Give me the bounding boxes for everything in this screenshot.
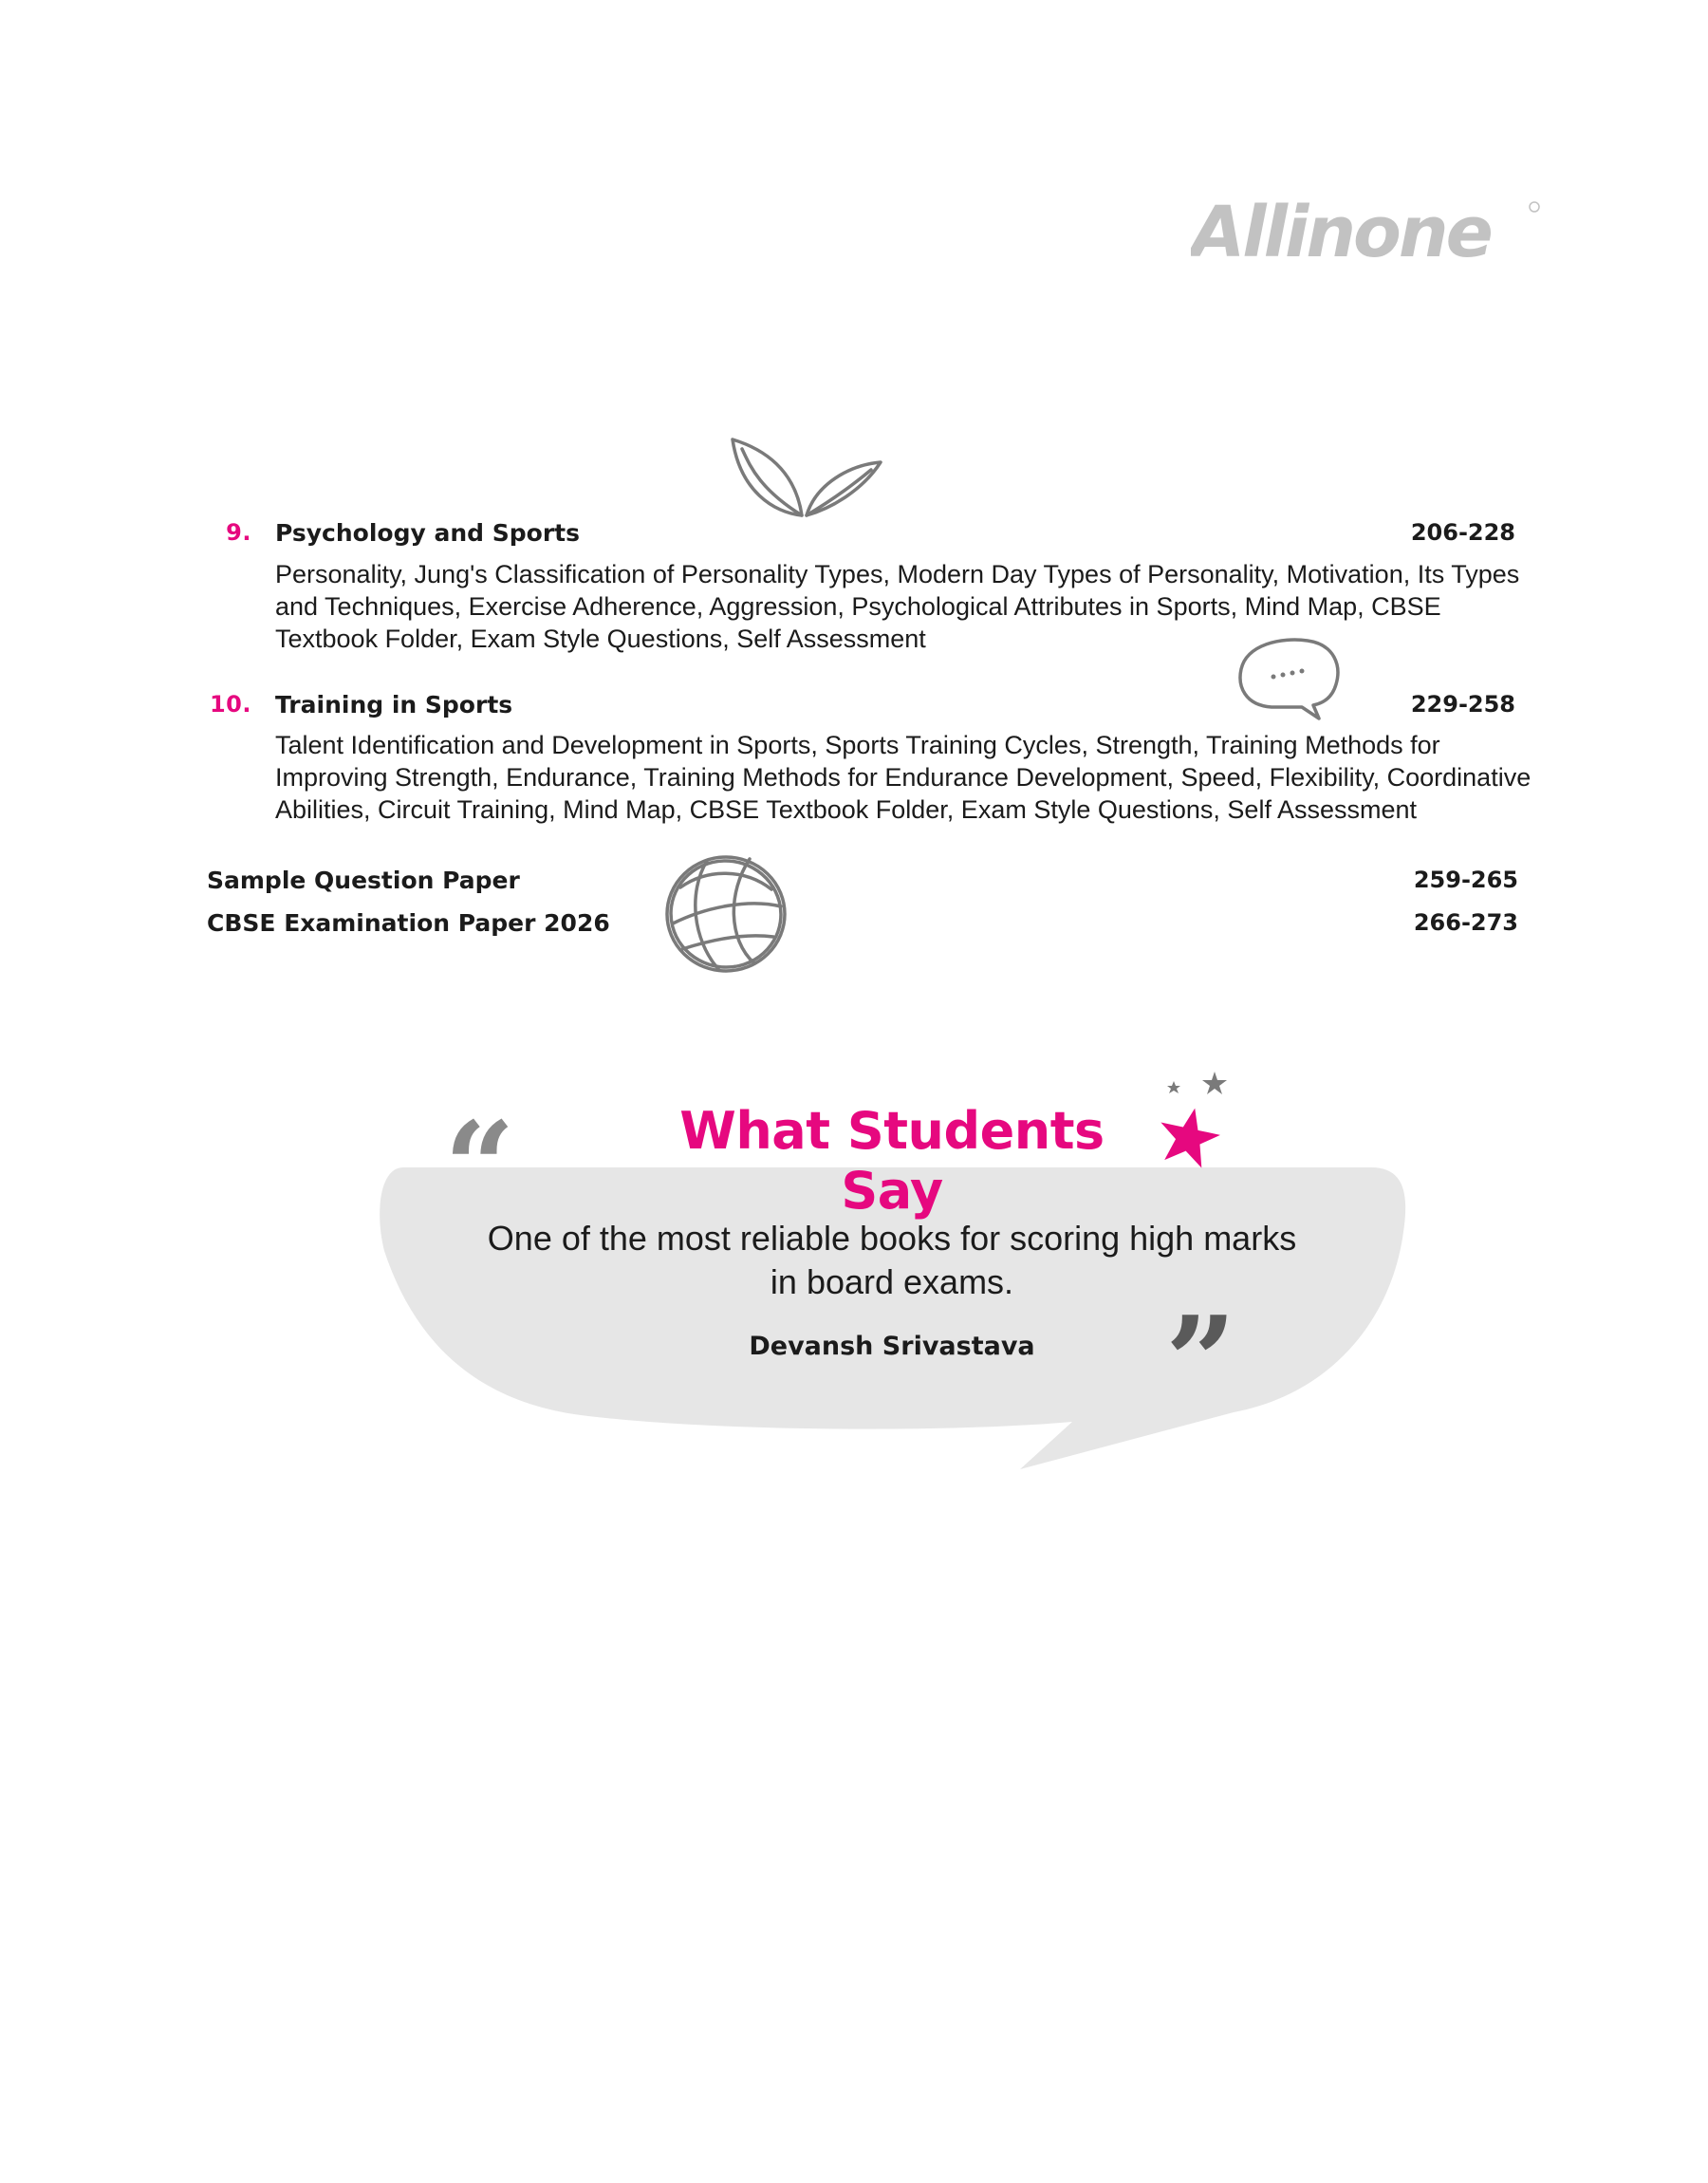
chapter-pages: 229-258	[1410, 691, 1515, 718]
entry-pages: 266-273	[1413, 909, 1518, 936]
chapter-number: 9.	[226, 519, 251, 546]
toc-entry-9[interactable]	[0, 519, 1708, 557]
globe-sketch-icon	[659, 849, 792, 978]
chapter-description: Personality, Jung's Classification of Personality Types, Modern Day Types of Personality, Motivation, Its Types and Techniques, Exercise Adherence, Aggression, Psychological Attributes in Sports, Mind Map, CBSE Textbook Folder, Exam Style Questions, Self Assessment	[275, 560, 1520, 653]
toc-entry-exam-paper[interactable]	[0, 909, 1708, 947]
close-quote-icon: ”	[1165, 1289, 1236, 1434]
testimonial-heading: What Students Say	[679, 1101, 1105, 1221]
leaf-sketch-icon	[721, 432, 892, 527]
allinone-logo	[1191, 190, 1551, 275]
entry-title[interactable]: CBSE Examination Paper 2026	[207, 909, 610, 937]
chapter-description: Talent Identification and Development in Sports, Sports Training Cycles, Strength, Training Methods for Improving Strength, Endurance, Training Methods for Endurance Development, Speed, Flexibility, Coordinative Abilities, Circuit Training, Mind Map, CBSE Textbook Folder, Exam Style Questions, Self Assessment	[275, 731, 1532, 824]
entry-pages: 259-265	[1413, 867, 1518, 893]
open-quote-icon: “	[444, 1094, 515, 1240]
chapter-pages: 206-228	[1410, 519, 1515, 546]
entry-title[interactable]: Sample Question Paper	[207, 867, 520, 894]
star-icon	[1143, 1068, 1238, 1172]
testimonial-author: Devansh Srivastava	[749, 1332, 1035, 1361]
chapter-title[interactable]: Psychology and Sports	[275, 519, 580, 547]
toc-entry-sample-paper[interactable]	[0, 867, 1708, 905]
toc-entry-10[interactable]	[0, 691, 1708, 729]
svg-text:Allinone: Allinone	[1191, 192, 1491, 273]
chapter-title[interactable]: Training in Sports	[275, 691, 513, 718]
chapter-number: 10.	[209, 691, 251, 718]
testimonial-quote: One of the most reliable books for scoring high marks in board exams.	[487, 1219, 1297, 1301]
